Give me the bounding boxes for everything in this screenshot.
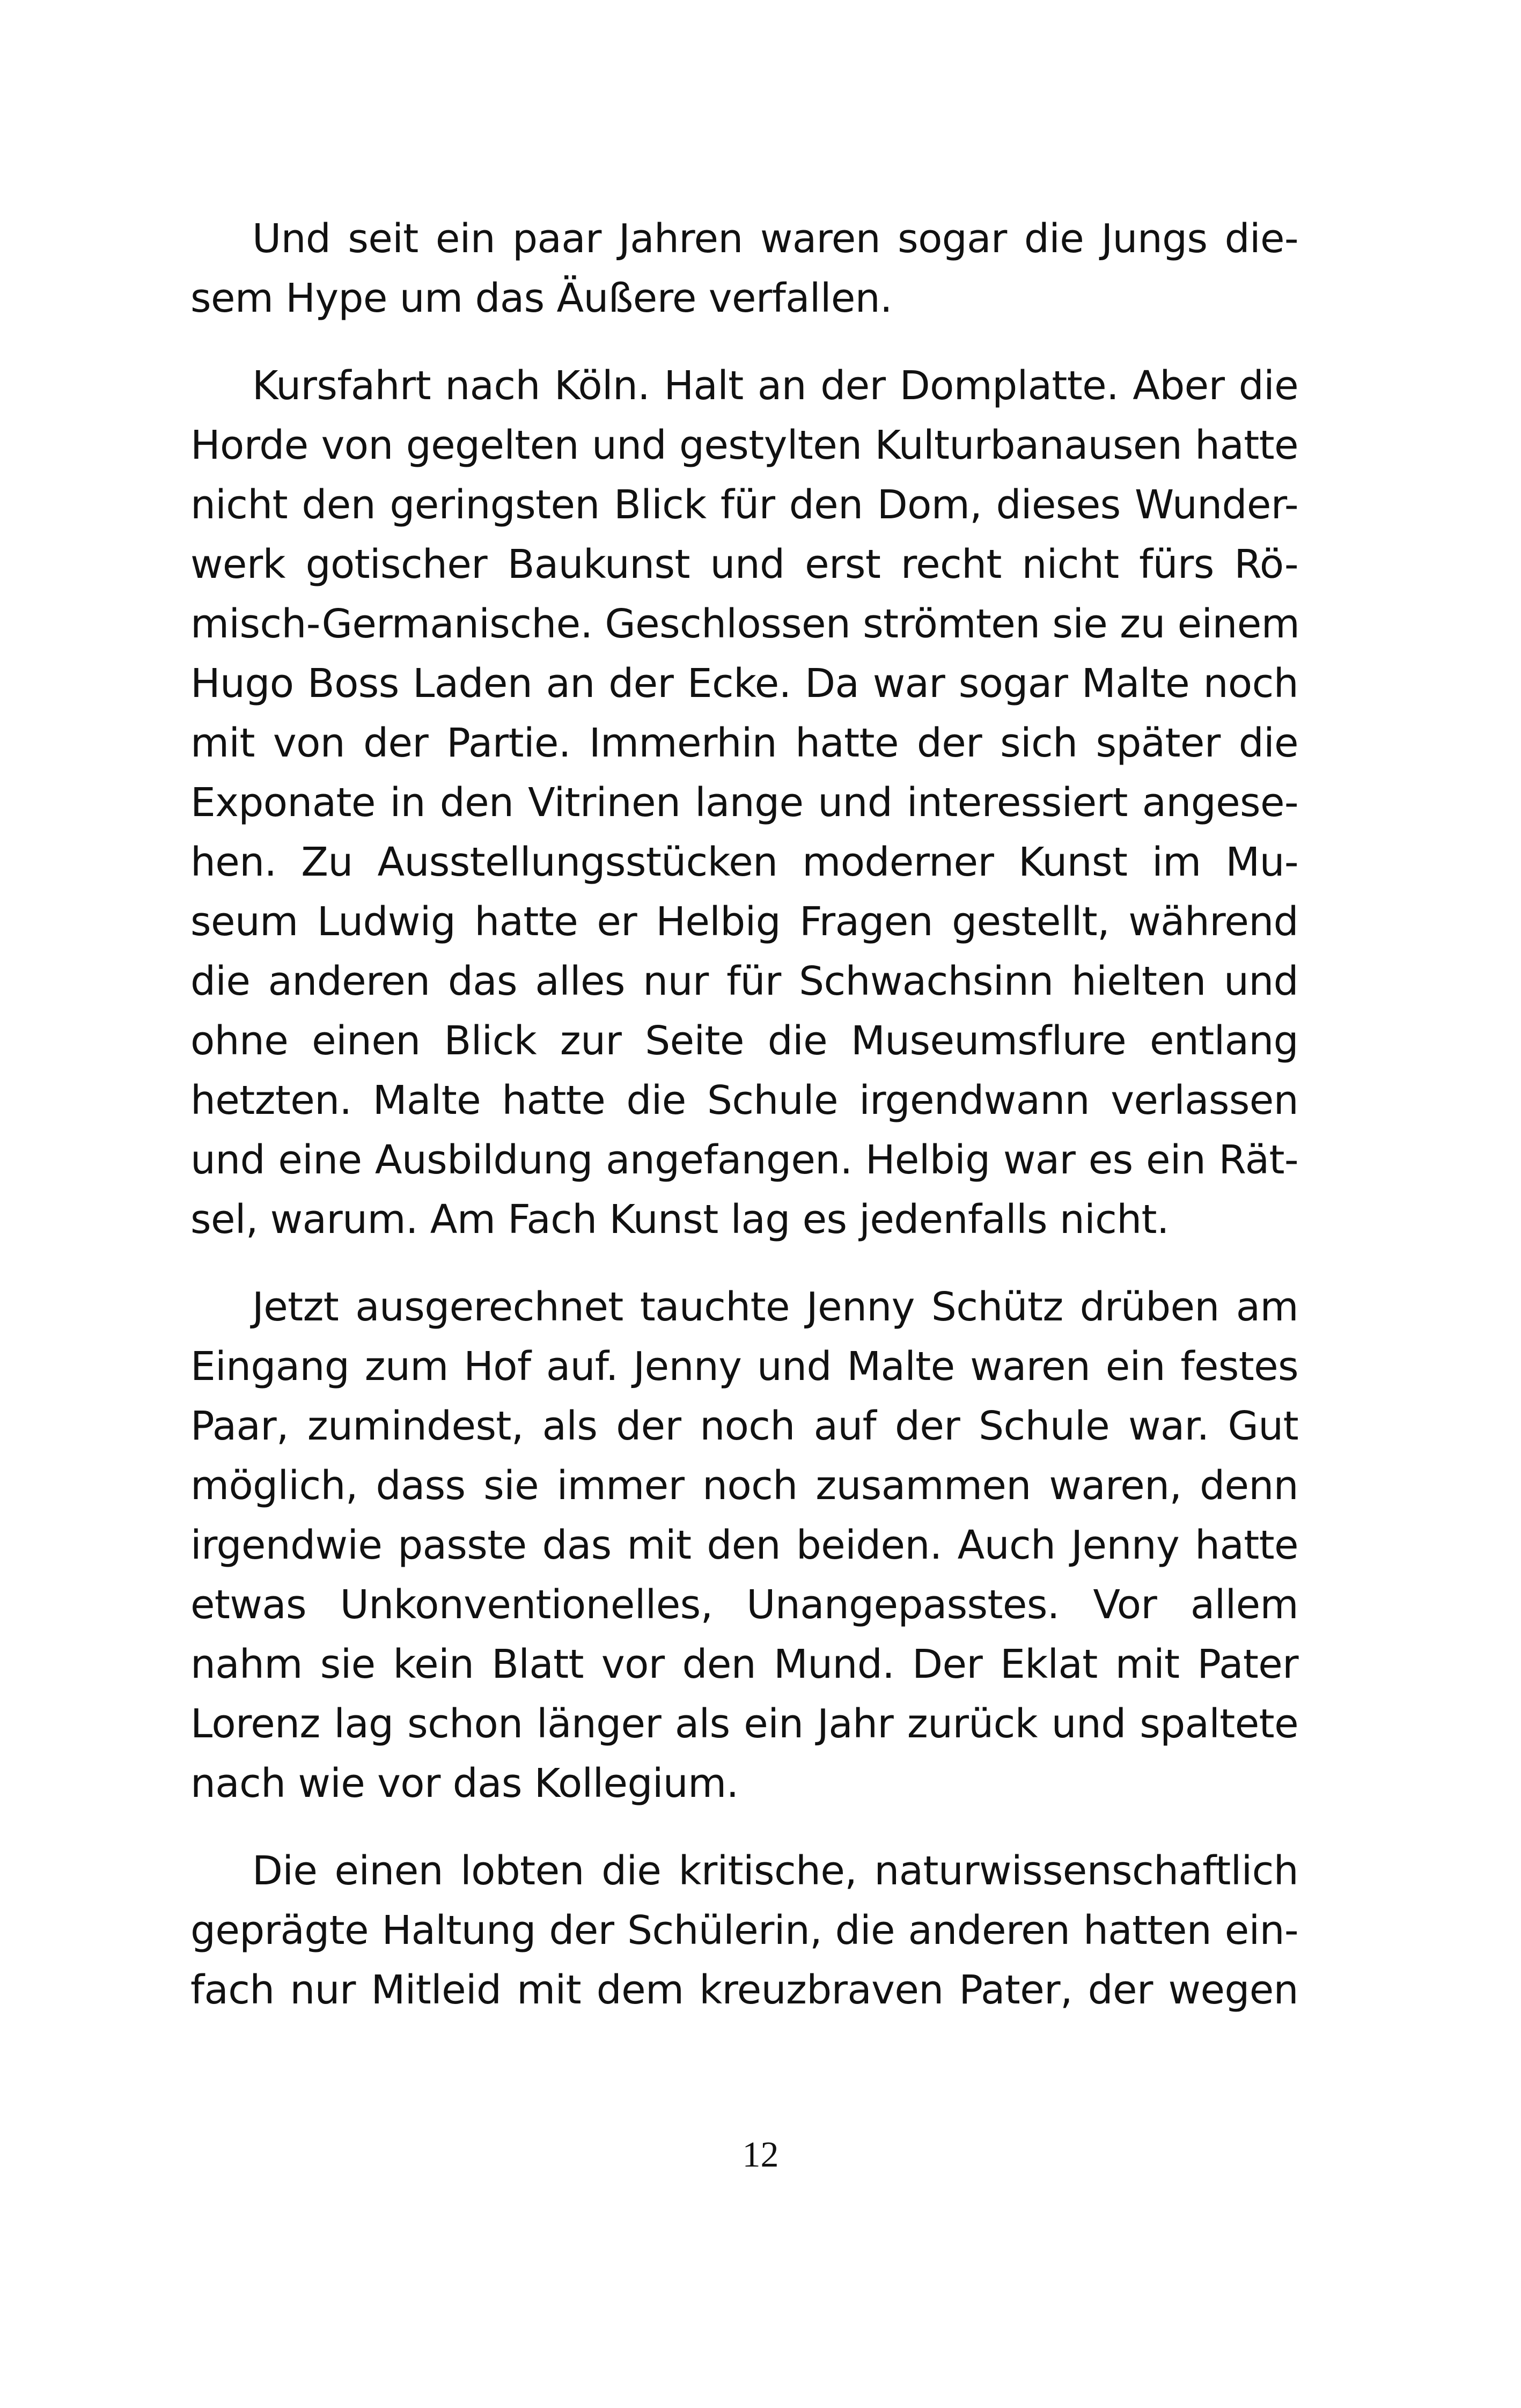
text-line: sel, warum. Am Fach Kunst lag es jedenfalls nicht. <box>190 1196 1169 1243</box>
text-line: geprägte Haltung der Schülerin, die anderen hatten ein- <box>190 1907 1298 1954</box>
text-line: die anderen das alles nur für Schwachsinn hielten und <box>190 958 1298 1004</box>
text-line: Eingang zum Hof auf. Jenny und Malte waren ein festes <box>190 1344 1298 1390</box>
text-line: nicht den geringsten Blick für den Dom, dieses Wunder- <box>190 482 1298 528</box>
text-line: Horde von gegelten und gestylten Kulturbanausen hatte <box>190 422 1298 468</box>
page-number: 12 <box>742 2134 779 2175</box>
text-line: Und seit ein paar Jahren waren sogar die Jungs die- <box>252 216 1298 262</box>
text-line: mit von der Partie. Immerhin hatte der sich später die <box>190 720 1298 766</box>
paragraph <box>190 209 1298 328</box>
text-line: Lorenz lag schon länger als ein Jahr zurück und spaltete <box>190 1701 1298 1747</box>
text-line: ohne einen Blick zur Seite die Museumsflure entlang <box>190 1018 1298 1064</box>
text-line: sem Hype um das Äußere verfallen. <box>190 275 892 321</box>
paragraph <box>190 1841 1298 2020</box>
paragraph <box>190 1278 1298 1814</box>
paragraph <box>190 356 1298 1250</box>
text-line: Hugo Boss Laden an der Ecke. Da war sogar Malte noch <box>190 660 1298 707</box>
text-line: werk gotischer Baukunst und erst recht nicht fürs Rö- <box>190 541 1298 588</box>
text-line: nahm sie kein Blatt vor den Mund. Der Eklat mit Pater <box>190 1641 1298 1687</box>
text-line: irgendwie passte das mit den beiden. Auch Jenny hatte <box>190 1522 1298 1568</box>
text-line: Kursfahrt nach Köln. Halt an der Domplatte. Aber die <box>252 363 1298 409</box>
text-line: seum Ludwig hatte er Helbig Fragen gestellt, während <box>190 899 1298 945</box>
text-line: misch-Germanische. Geschlossen strömten sie zu einem <box>190 601 1300 647</box>
body-text <box>190 209 1298 2020</box>
text-line: Jetzt ausgerechnet tauchte Jenny Schütz drüben am <box>252 1284 1298 1330</box>
text-line: etwas Unkonventionelles, Unangepasstes. Vor allem <box>190 1582 1298 1628</box>
text-line: hetzten. Malte hatte die Schule irgendwann verlassen <box>190 1077 1298 1124</box>
text-line: Die einen lobten die kritische, naturwissenschaftlich <box>252 1848 1298 1894</box>
text-line: nach wie vor das Kollegium. <box>190 1760 739 1807</box>
text-line: hen. Zu Ausstellungsstücken moderner Kunst im Mu- <box>190 839 1298 885</box>
text-line: Paar, zumindest, als der noch auf der Schule war. Gut <box>190 1403 1298 1449</box>
text-line: und eine Ausbildung angefangen. Helbig war es ein Rät- <box>190 1137 1298 1183</box>
text-line: fach nur Mitleid mit dem kreuzbraven Pater, der wegen <box>190 1967 1298 2013</box>
text-line: Exponate in den Vitrinen lange und interessiert angese- <box>190 780 1298 826</box>
text-line: möglich, dass sie immer noch zusammen waren, denn <box>190 1463 1298 1509</box>
